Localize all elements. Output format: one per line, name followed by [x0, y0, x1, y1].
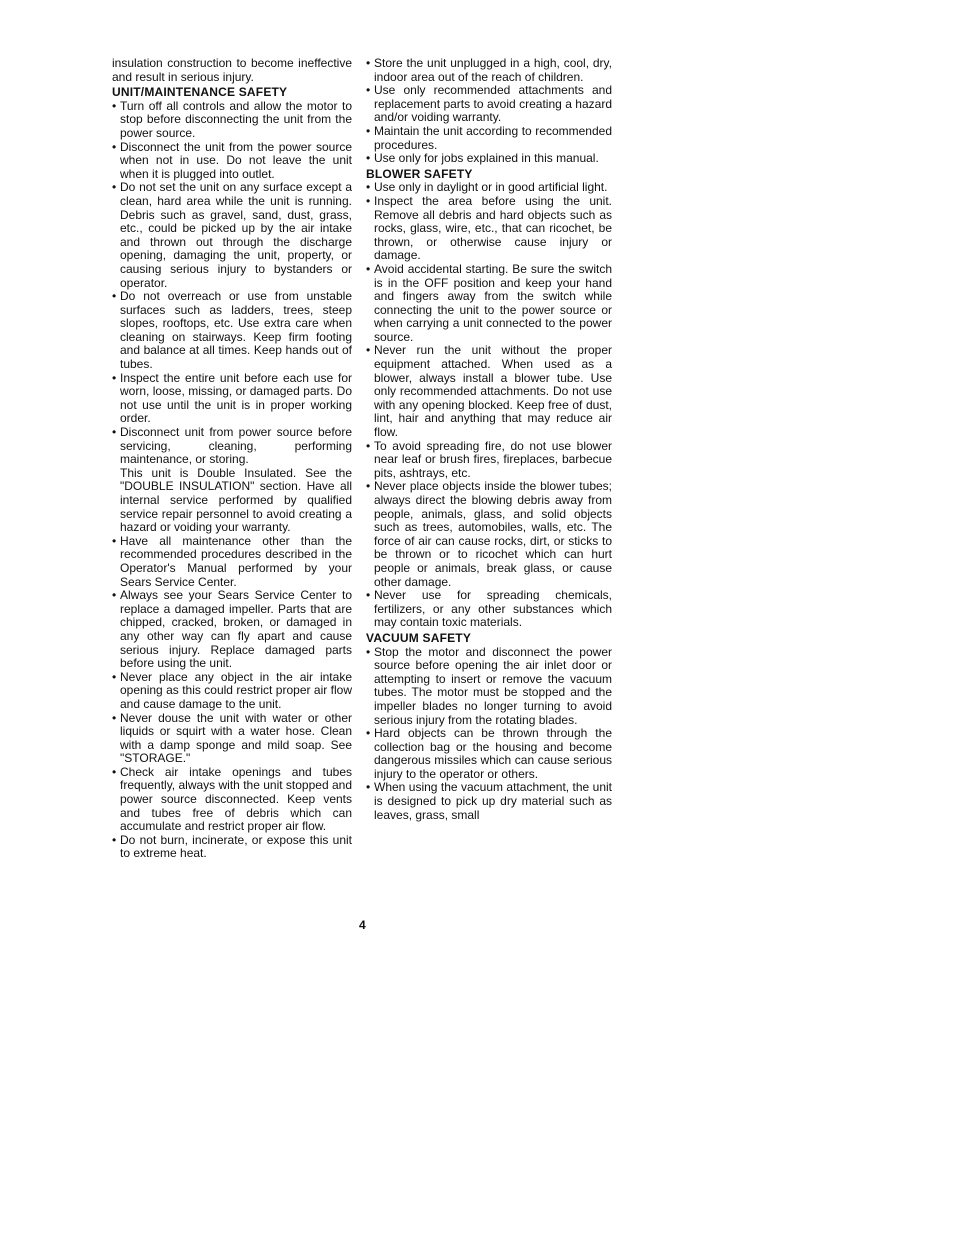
list-item: • Hard objects can be thrown through the collection bag or the housing and become dangerous missiles which can cause serious injury to the operator or others.	[366, 727, 612, 781]
list-item: • Store the unit unplugged in a high, cool, dry, indoor area out of the reach of children.	[366, 57, 612, 84]
list-item: • Have all maintenance other than the recommended procedures described in the Operator's Manual performed by your Sears Service Center.	[112, 535, 352, 589]
list-item: • Check air intake openings and tubes frequently, always with the unit stopped and power source disconnected. Keep vents and tubes free of debris which can accumulate and restrict proper air flow.	[112, 766, 352, 834]
vacuum-safety-list	[366, 646, 612, 823]
list-item: • Inspect the entire unit before each use for worn, loose, missing, or damaged parts. Do not use until the unit is in proper working order.	[112, 372, 352, 426]
unit-maintenance-heading: UNIT/MAINTENANCE SAFETY	[112, 85, 288, 100]
list-item: • Disconnect the unit from the power source when not in use. Do not leave the unit when it is plugged into outlet.	[112, 141, 352, 182]
list-item: • Do not burn, incinerate, or expose this unit to extreme heat.	[112, 834, 352, 861]
list-item: • Maintain the unit according to recommended procedures.	[366, 125, 612, 152]
list-item: • Inspect the area before using the unit. Remove all debris and hard objects such as rocks, glass, wire, etc., that can ricochet, be thrown, or otherwise cause injury or damage.	[366, 195, 612, 263]
list-item: • Use only in daylight or in good artificial light.	[366, 181, 612, 195]
unit-maintenance-list	[112, 100, 352, 861]
right-column	[366, 57, 612, 822]
double-insulated-note: This unit is Double Insulated. See the "DOUBLE INSULATION" section. Have all internal service performed by qualified service repair personnel to avoid creating a hazard or voiding your warranty.	[120, 465, 352, 535]
list-item: • Do not set the unit on any surface except a clean, hard area while the unit is running. Debris such as gravel, sand, dust, grass, etc., could be picked up by the air intake and thrown out through the discharge opening, damaging the unit, property, or causing serious injury to bystanders or operator.	[112, 181, 352, 290]
list-item: • Always see your Sears Service Center to replace a damaged impeller. Parts that are chipped, cracked, broken, or damaged in any other way can fly apart and cause serious injury. Replace damaged parts before using the unit.	[112, 589, 352, 671]
list-item: • Never place objects inside the blower tubes; always direct the blowing debris away from people, animals, glass, and solid objects such as trees, automobiles, walls, etc. The force of air can cause rocks, dirt, or sticks to be thrown or to ricochet which can hurt people or animals, break glass, or cause other damage.	[366, 480, 612, 589]
left-column	[112, 57, 352, 861]
intro-paragraph: insulation construction to become ineffective and result in serious injury.	[112, 56, 352, 84]
list-item: • Never use for spreading chemicals, fertilizers, or any other substances which may contain toxic materials.	[366, 589, 612, 630]
list-item: • Use only for jobs explained in this manual.	[366, 152, 612, 166]
list-item: • Never place any object in the air intake opening as this could restrict proper air flow and cause damage to the unit.	[112, 671, 352, 712]
list-item: • Use only recommended attachments and replacement parts to avoid creating a hazard and/or voiding warranty.	[366, 84, 612, 125]
vacuum-safety-heading: VACUUM SAFETY	[366, 630, 472, 645]
list-item: • Avoid accidental starting. Be sure the switch is in the OFF position and keep your hand and fingers away from the switch while connecting the unit to the power source or when carrying a unit connected to the power source.	[366, 263, 612, 345]
list-item: • Never douse the unit with water or other liquids or squirt with a water hose. Clean with a damp sponge and mild soap. See "STORAGE."	[112, 712, 352, 766]
list-item: • Stop the motor and disconnect the power source before opening the air inlet door or attempting to insert or remove the vacuum tubes. The motor must be stopped and the impeller blades no longer turning to avoid serious injury from the rotating blades.	[366, 646, 612, 728]
continued-maintenance-list	[366, 57, 612, 166]
list-item: • Never run the unit without the proper equipment attached. When used as a blower, always install a blower tube. Use only recommended attachments. Do not use with any opening blocked. Keep free of dust, lint, hair and anything that may reduce air flow.	[366, 344, 612, 439]
list-item: • Disconnect unit from power source before servicing, cleaning, performing maintenance, or storing. This unit is Double Insulated. See the "DOUBLE INSULATION" section. Have all internal service performed by qualified service repair personnel to avoid creating a hazard or voiding your warranty.	[112, 426, 352, 535]
list-item: • Do not overreach or use from unstable surfaces such as ladders, trees, steep slopes, rooftops, etc. Use extra care when cleaning on stairways. Keep firm footing and balance at all times. Keep hands out of tubes.	[112, 290, 352, 372]
list-item: • To avoid spreading fire, do not use blower near leaf or brush fires, fireplaces, barbecue pits, ashtrays, etc.	[366, 440, 612, 481]
blower-safety-heading: BLOWER SAFETY	[366, 166, 473, 181]
page-number: 4	[359, 918, 366, 932]
blower-safety-list	[366, 181, 612, 630]
list-item: • Turn off all controls and allow the motor to stop before disconnecting the unit from the power source.	[112, 100, 352, 141]
list-item: • When using the vacuum attachment, the unit is designed to pick up dry material such as leaves, grass, small	[366, 781, 612, 822]
